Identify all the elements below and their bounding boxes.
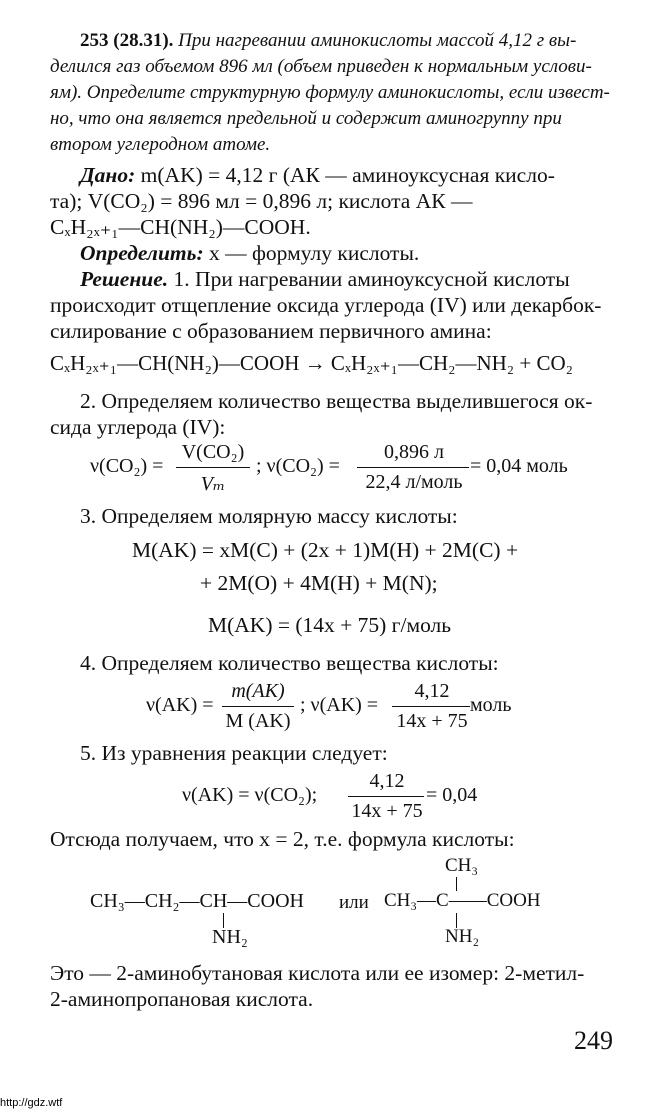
eq2-numerator-2: 0,896 л [384, 441, 444, 463]
problem-line-3: ям). Определите структурную формулу аминокислоты, если извест- [50, 82, 610, 103]
final-line-2: 2-аминопропановая кислота. [50, 987, 314, 1011]
eq4-fraction-bar-2 [392, 706, 470, 707]
structure-1-substituent: NH₂ [212, 926, 248, 948]
problem-line-1 [80, 28, 576, 54]
eq2-fraction-bar-2 [357, 467, 469, 468]
find-label: Определить: [80, 241, 204, 265]
eq4-denominator-1: M (AK) [225, 710, 291, 732]
eq3-line-1: M(AK) = xM(C) + (2x + 1)M(H) + 2M(C) + [132, 538, 519, 562]
eq2-result: = 0,04 моль [470, 455, 568, 477]
structure-2-bond-top [456, 877, 457, 891]
eq4-unit: моль [470, 694, 512, 716]
eq3-line-2: + 2M(O) + 4M(H) + M(N); [200, 571, 438, 595]
page-number: 249 [574, 1026, 613, 1055]
structure-1-chain: CH₃—CH₂—CH—COOH [90, 890, 304, 912]
problem-number: 253 (28.31). [80, 30, 174, 51]
eq5-fraction-bar [348, 796, 424, 797]
structure-2-top: CH₃ [445, 855, 479, 876]
solution-line-2: происходит отщепление оксида углерода (IV) или декарбок- [50, 293, 602, 317]
watermark: http://gdz.wtf [0, 1097, 63, 1109]
solution-line-1 [80, 266, 570, 292]
step2-line-1: 2. Определяем количество вещества выделившегося ок- [80, 389, 593, 413]
eq4-numerator-1: m(AK) [231, 680, 285, 702]
problem-line-5: втором углеродном атоме. [50, 134, 271, 155]
step5-line: 5. Из уравнения реакции следует: [80, 741, 388, 765]
eq4-mid: ; ν(AK) = [300, 694, 379, 716]
step3-line: 3. Определяем молярную массу кислоты: [80, 504, 458, 528]
eq2-fraction-bar-1 [176, 467, 250, 468]
eq4-left: ν(AK) = [146, 694, 214, 716]
solution-step1-text: 1. При нагревании аминоуксусной кислоты [168, 267, 570, 291]
given-text-1: m(AK) = 4,12 г (АК — аминоуксусная кисло- [140, 163, 555, 187]
eq3-line-3: M(AK) = (14x + 75) г/моль [208, 613, 452, 637]
given-line-2: та); V(CO₂) = 896 мл = 0,896 л; кислота АК — [50, 189, 473, 213]
eq5-denominator: 14x + 75 [351, 800, 423, 822]
problem-text: При нагревании аминокислоты массой 4,12 г вы- [178, 30, 577, 51]
given-label: Дано: [80, 163, 136, 187]
eq4-numerator-2: 4,12 [414, 680, 450, 702]
eq5-numerator: 4,12 [369, 770, 405, 792]
final-line-1: Это — 2-аминобутановая кислота или ее изомер: 2-метил- [50, 961, 585, 985]
structure-2-chain: CH₃—C——COOH [384, 890, 541, 911]
find-line [80, 240, 419, 266]
given-line-1 [80, 162, 555, 188]
solution-label: Решение. [80, 267, 169, 291]
conclusion-line: Отсюда получаем, что x = 2, т.е. формула кислоты: [50, 827, 515, 851]
eq5-left: ν(AK) = ν(CO₂); [182, 784, 318, 806]
eq2-left: ν(CO₂) = [90, 455, 164, 477]
step4-line: 4. Определяем количество вещества кислоты: [80, 651, 499, 675]
step2-line-2: сида углерода (IV): [50, 415, 226, 439]
structure-2-substituent: NH₂ [445, 926, 480, 947]
eq2-numerator-1: V(CO₂) [181, 441, 245, 463]
eq5-result: = 0,04 [426, 784, 478, 806]
eq2-denominator-2: 22,4 л/моль [365, 471, 463, 493]
or-word: или [339, 892, 369, 913]
eq2-mid: ; ν(CO₂) = [256, 455, 340, 477]
find-text: x — формулу кислоты. [203, 241, 420, 265]
eq4-denominator-2: 14x + 75 [396, 710, 468, 732]
problem-line-2: делился газ объемом 896 мл (объем приведен к нормальным услови- [50, 56, 592, 77]
problem-line-4: но, что она является предельной и содержит аминогруппу при [50, 108, 562, 129]
solution-line-3: силирование с образованием первичного амина: [50, 319, 492, 343]
eq2-denominator-1: Vₘ [200, 473, 226, 495]
eq4-fraction-bar-1 [222, 706, 294, 707]
reaction-equation: CₓH₂ₓ₊₁—CH(NH₂)—COOH → CₓH₂ₓ₊₁—CH₂—NH₂ + CO₂ [50, 351, 573, 375]
given-line-3: CₓH₂ₓ₊₁—CH(NH₂)—COOH. [50, 215, 311, 239]
